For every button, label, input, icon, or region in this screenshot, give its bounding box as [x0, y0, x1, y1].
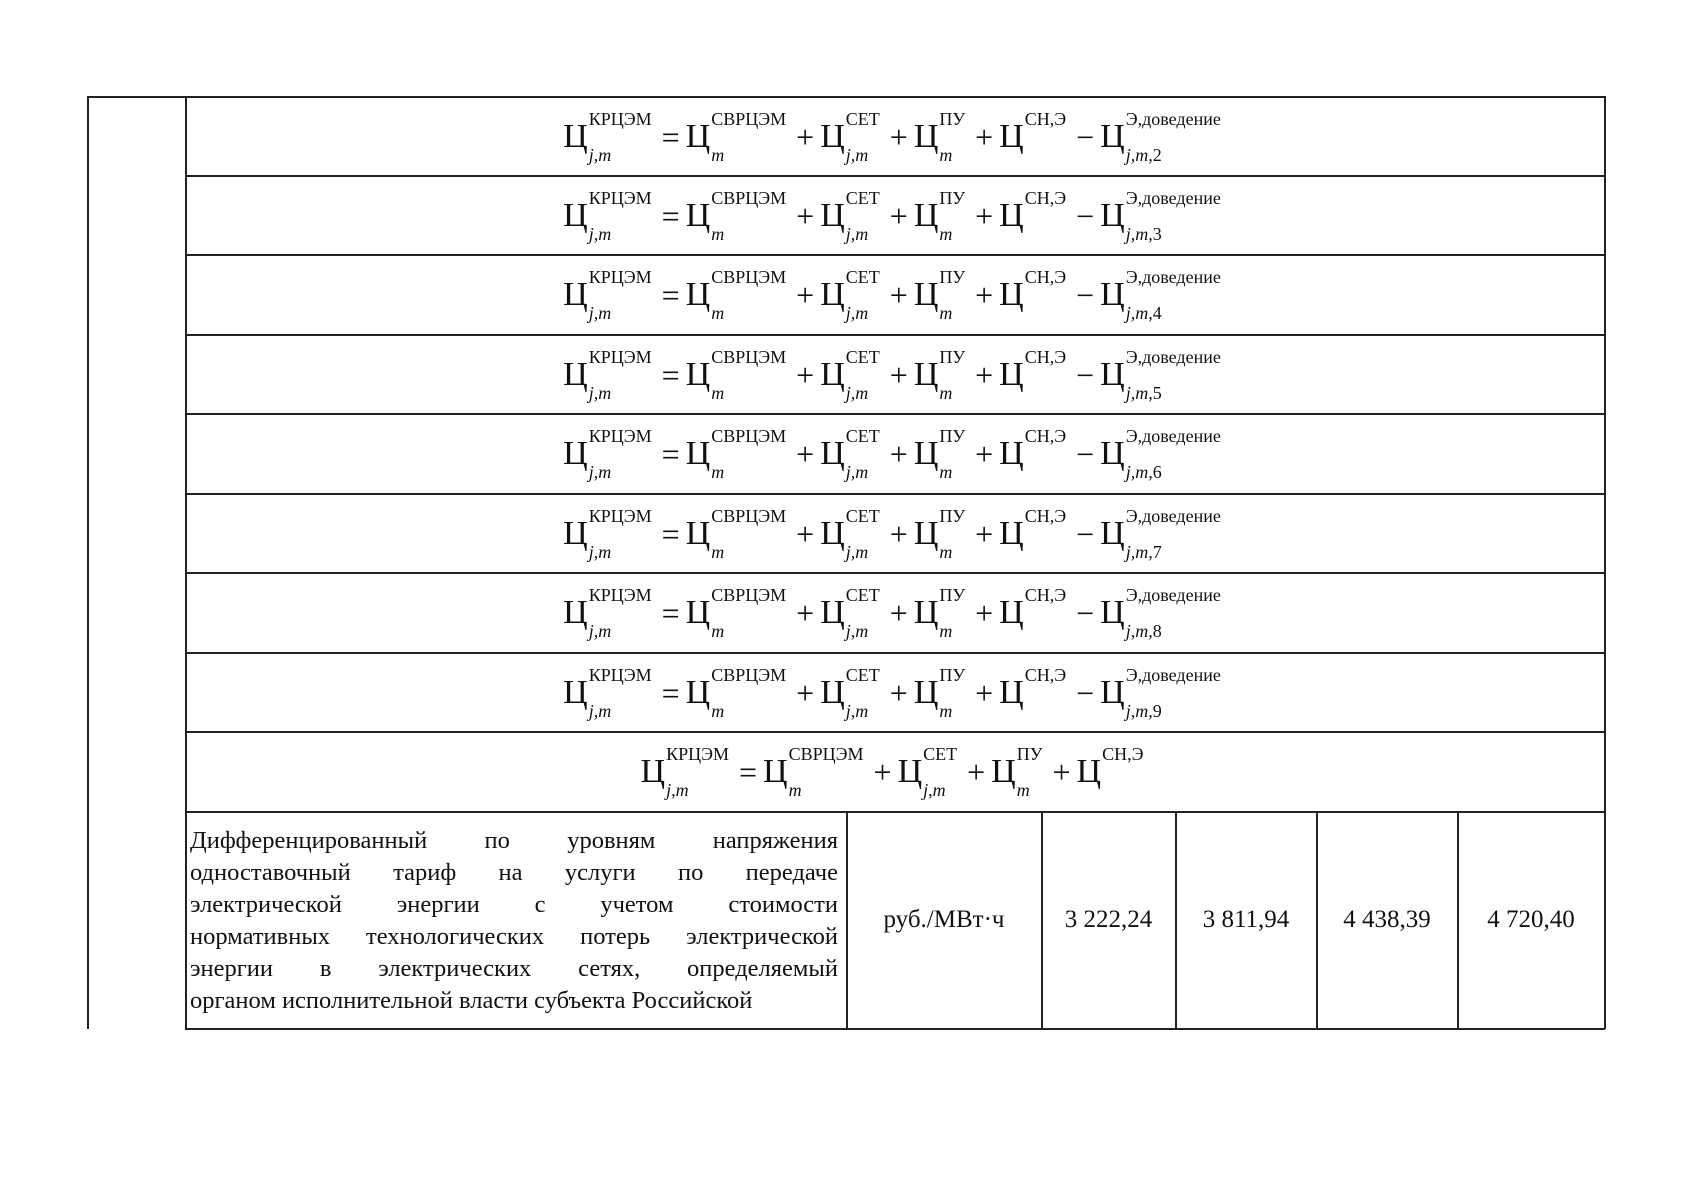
- formula-superscript: СН,Э: [1024, 425, 1067, 446]
- formula-subscript: m: [711, 541, 725, 562]
- formula-equals: =: [661, 674, 680, 711]
- formula-base-symbol: Ц: [640, 752, 666, 790]
- formula-subscript: j,m: [588, 620, 612, 641]
- formula-subscript: j,m: [845, 620, 869, 641]
- formula-superscript: КРЦЭМ: [588, 664, 652, 685]
- formula-plus: +: [889, 435, 908, 472]
- tariff-description-line: Дифференцированный по уровням напряжения: [190, 827, 838, 854]
- formula-subscript: j,m: [588, 700, 612, 721]
- formula-subscript: m: [711, 382, 725, 403]
- formula-superscript: Э,доведение: [1125, 584, 1221, 605]
- formula-term-lhs: [563, 108, 657, 165]
- formula-term-5: [1100, 346, 1227, 403]
- formula-subscript: j,m: [588, 382, 612, 403]
- formula-base-symbol: Ц: [999, 514, 1024, 552]
- formula-term-4: [999, 584, 1072, 636]
- formula-term-1: [685, 505, 792, 562]
- formula-subscript: j,m: [845, 461, 869, 482]
- formula-base-symbol: Ц: [563, 514, 588, 552]
- formula-base-symbol: Ц: [999, 355, 1024, 393]
- formula-superscript: КРЦЭМ: [588, 346, 652, 367]
- formula-subscript: j,m: [588, 461, 612, 482]
- formula-level-index: 5: [1152, 382, 1162, 403]
- formula-term-1: [685, 346, 792, 403]
- formula-superscript: ПУ: [939, 664, 966, 685]
- formula-superscript: Э,доведение: [1125, 187, 1221, 208]
- formula-superscript: СЕТ: [845, 505, 880, 526]
- formula-base-symbol: Ц: [1100, 673, 1125, 711]
- formula-subscript: j,m: [666, 779, 689, 800]
- formula-subscript: j,m: [923, 779, 946, 800]
- formula-term-lhs: [563, 425, 657, 482]
- formula-level-index: 6: [1152, 461, 1162, 482]
- formula-minus: −: [1076, 197, 1095, 234]
- formula-subscript-prefix: j,m,: [1125, 382, 1153, 403]
- formula-term-lhs: [563, 584, 657, 641]
- formula-base-symbol: Ц: [1100, 355, 1125, 393]
- formula-subscript: m: [711, 700, 725, 721]
- formula: [563, 505, 1227, 562]
- formula-superscript: ПУ: [939, 346, 966, 367]
- formula-base-symbol: Ц: [685, 514, 711, 552]
- formula-term-3: [913, 187, 971, 244]
- formula-base-symbol: Ц: [563, 593, 588, 631]
- formula: [563, 346, 1227, 403]
- formula-term-3: [913, 584, 971, 641]
- formula-term-3: [913, 425, 971, 482]
- formula-base-symbol: Ц: [1100, 275, 1125, 313]
- formula-plus: +: [975, 515, 994, 552]
- formula-equals: =: [661, 197, 680, 234]
- formula-term-1: [685, 187, 792, 244]
- formula-base-symbol: Ц: [685, 117, 711, 155]
- formula-base-symbol: Ц: [897, 752, 923, 790]
- tariff-description: [190, 825, 838, 1017]
- formula-superscript: СЕТ: [845, 266, 880, 287]
- formula-term-5: [1100, 425, 1227, 482]
- formula-equals: =: [661, 356, 680, 393]
- formula-superscript: Э,доведение: [1125, 346, 1221, 367]
- formula-subscript: m: [939, 461, 953, 482]
- formula-superscript: ПУ: [939, 108, 966, 129]
- formula-base-symbol: Ц: [685, 434, 711, 472]
- formula-subscript: [1126, 543, 1221, 561]
- formula-superscript: КРЦЭМ: [666, 743, 729, 764]
- formula-minus: −: [1076, 356, 1095, 393]
- formula-subscript: m: [711, 223, 725, 244]
- formula-term-4: [999, 108, 1072, 160]
- table-right-border: [1604, 96, 1606, 1029]
- formula-superscript: КРЦЭМ: [588, 266, 652, 287]
- formula-term-5: [1100, 505, 1227, 562]
- formula-base-symbol: Ц: [820, 275, 845, 313]
- formula-plus: +: [796, 356, 815, 393]
- formula-subscript: m: [939, 700, 953, 721]
- formula-row: [186, 573, 1604, 652]
- formula-subscript: [1126, 622, 1221, 640]
- formula-row: [186, 176, 1604, 255]
- formula-term-2: [820, 664, 886, 721]
- formula-plus: +: [889, 515, 908, 552]
- formula-row: [186, 494, 1604, 573]
- formula-base-symbol: Ц: [913, 514, 939, 552]
- formula-superscript: СВРЦЭМ: [788, 743, 864, 764]
- formula-subscript: m: [711, 620, 725, 641]
- formula-plus: +: [975, 197, 994, 234]
- formula-term-4: [999, 266, 1072, 318]
- formula-plus: +: [975, 118, 994, 155]
- formula-base-symbol: Ц: [913, 196, 939, 234]
- formula-term-1: [685, 425, 792, 482]
- formula-minus: −: [1076, 276, 1095, 313]
- formula-superscript: СВРЦЭМ: [711, 505, 787, 526]
- formula-term-4: [999, 425, 1072, 477]
- formula-plus: +: [796, 118, 815, 155]
- formula-superscript: ПУ: [939, 425, 966, 446]
- formula-term-5: [1100, 584, 1227, 641]
- formula-superscript: СВРЦЭМ: [711, 425, 787, 446]
- formula-base-symbol: Ц: [1100, 196, 1125, 234]
- formula-plus: +: [975, 674, 994, 711]
- formula-subscript: m: [939, 541, 953, 562]
- formula-base-symbol: Ц: [1076, 752, 1102, 790]
- formula-base-symbol: Ц: [820, 117, 845, 155]
- formula-base-symbol: Ц: [991, 752, 1016, 790]
- formula-plus: +: [975, 594, 994, 631]
- formula-equals: =: [661, 118, 680, 155]
- formula-subscript: m: [1016, 779, 1030, 800]
- formula-equals: =: [738, 753, 758, 790]
- formula-superscript: Э,доведение: [1125, 664, 1221, 685]
- formula-term-1: [685, 664, 792, 721]
- formula-term-3: [913, 664, 971, 721]
- formula-superscript: СЕТ: [923, 743, 958, 764]
- formula-base-symbol: Ц: [913, 673, 939, 711]
- formula-subscript: j,m: [845, 144, 869, 165]
- formula-superscript: СЕТ: [845, 664, 880, 685]
- formula: [563, 108, 1227, 165]
- formula-base-symbol: Ц: [820, 673, 845, 711]
- formula: [640, 743, 1150, 800]
- formula-term-4: [999, 664, 1072, 716]
- formula-term-2: [820, 584, 886, 641]
- formula-term-1: [763, 743, 869, 800]
- formula-term-4: [999, 505, 1072, 557]
- formula-subscript: j,m: [845, 700, 869, 721]
- formula-term-2: [820, 346, 886, 403]
- formula-plus: +: [889, 197, 908, 234]
- formula-equals: =: [661, 515, 680, 552]
- formula-plus: +: [967, 753, 986, 790]
- formula-subscript: j,m: [588, 223, 612, 244]
- formula-term-5: [1100, 266, 1227, 323]
- formula-term-2: [820, 505, 886, 562]
- tariff-description-line: органом исполнительной власти субъекта Российской: [190, 987, 753, 1014]
- formula-subscript: j,m: [845, 302, 869, 323]
- formula-superscript: СН,Э: [1102, 743, 1144, 764]
- formula-superscript: СЕТ: [845, 108, 880, 129]
- formula-base-symbol: Ц: [999, 196, 1024, 234]
- formula-base-symbol: Ц: [820, 196, 845, 234]
- formula-base-symbol: Ц: [913, 593, 939, 631]
- formula-superscript: СВРЦЭМ: [711, 346, 787, 367]
- tariff-value-4: 4 720,40: [1487, 906, 1575, 933]
- formula-base-symbol: Ц: [563, 275, 588, 313]
- formula-base-symbol: Ц: [999, 593, 1024, 631]
- formula: [563, 584, 1227, 641]
- formula-base-symbol: Ц: [685, 355, 711, 393]
- formula-equals: =: [661, 594, 680, 631]
- formula-superscript: СЕТ: [845, 187, 880, 208]
- formula-term-3: [913, 266, 971, 323]
- formula-superscript: СН,Э: [1024, 664, 1067, 685]
- formula-minus: −: [1076, 515, 1095, 552]
- tariff-description-line: одноставочный тариф на услуги по передаче: [190, 859, 838, 886]
- formula-level-index: 2: [1152, 144, 1162, 165]
- formula-plus: +: [975, 435, 994, 472]
- formula-term-1: [685, 266, 792, 323]
- formula-subscript: j,m: [845, 541, 869, 562]
- formula-superscript: СН,Э: [1024, 187, 1067, 208]
- tariff-value-1: 3 222,24: [1064, 906, 1153, 933]
- formula-base-symbol: Ц: [999, 117, 1024, 155]
- formula-base-symbol: Ц: [913, 117, 939, 155]
- formula-term-lhs: [563, 266, 657, 323]
- formula-base-symbol: Ц: [820, 355, 845, 393]
- formula-base-symbol: Ц: [1100, 593, 1125, 631]
- formula-plus: +: [975, 356, 994, 393]
- formula-superscript: КРЦЭМ: [588, 584, 652, 605]
- formula-superscript: СЕТ: [845, 584, 880, 605]
- formula-base-symbol: Ц: [999, 434, 1024, 472]
- formula-minus: −: [1076, 118, 1095, 155]
- formula-base-symbol: Ц: [820, 593, 845, 631]
- formula-superscript: ПУ: [1016, 743, 1043, 764]
- formula-term-lhs: [563, 187, 657, 244]
- formula-plus: +: [889, 594, 908, 631]
- formula-subscript-prefix: j,m,: [1125, 700, 1153, 721]
- formula-base-symbol: Ц: [820, 434, 845, 472]
- formula-base-symbol: Ц: [563, 117, 588, 155]
- formula-superscript: ПУ: [939, 584, 966, 605]
- formula-superscript: СН,Э: [1024, 266, 1067, 287]
- formula-term-4: [999, 346, 1072, 398]
- formula-subscript: [1126, 146, 1221, 164]
- tariff-value-3: 4 438,39: [1343, 906, 1431, 933]
- formula-plus: +: [796, 276, 815, 313]
- formula-subscript: m: [939, 382, 953, 403]
- formula-subscript: j,m: [588, 302, 612, 323]
- formula-subscript: m: [939, 144, 953, 165]
- formula-subscript: m: [939, 302, 953, 323]
- formula-plus: +: [873, 753, 892, 790]
- formula-term-lhs: [563, 505, 657, 562]
- formula-term-3: [913, 108, 971, 165]
- formula-plus: +: [975, 276, 994, 313]
- formula-superscript: ПУ: [939, 187, 966, 208]
- formula-superscript: СЕТ: [845, 346, 880, 367]
- formula-equals: =: [661, 435, 680, 472]
- formula-superscript: СН,Э: [1024, 505, 1067, 526]
- formula-base-symbol: Ц: [685, 196, 711, 234]
- formula-plus: +: [889, 118, 908, 155]
- formula-base-symbol: Ц: [1100, 514, 1125, 552]
- formula-subscript: [1126, 463, 1221, 481]
- formula-term-3: [913, 505, 971, 562]
- formula-superscript: СВРЦЭМ: [711, 266, 787, 287]
- formula-plus: +: [796, 594, 815, 631]
- formula-subscript-prefix: j,m,: [1125, 302, 1153, 323]
- formula-term-2: [897, 743, 964, 800]
- formula: [563, 266, 1227, 323]
- formula-subscript: m: [939, 223, 953, 244]
- formula-superscript: КРЦЭМ: [588, 187, 652, 208]
- tariff-description-line: энергии в электрических сетях, определяемый: [190, 955, 838, 982]
- formula-level-index: 8: [1152, 620, 1162, 641]
- formula-superscript: КРЦЭМ: [588, 425, 652, 446]
- formula-base-symbol: Ц: [999, 275, 1024, 313]
- formula-term-2: [820, 266, 886, 323]
- formula-base-symbol: Ц: [1100, 117, 1125, 155]
- formula-minus: −: [1076, 674, 1095, 711]
- formula-term-2: [820, 187, 886, 244]
- formula-term-2: [820, 108, 886, 165]
- formula-plus: +: [1052, 753, 1071, 790]
- formula-term-4: [999, 187, 1072, 239]
- formula-plus: +: [796, 435, 815, 472]
- formula-superscript: КРЦЭМ: [588, 108, 652, 129]
- formula-term-2: [820, 425, 886, 482]
- formula-superscript: СН,Э: [1024, 108, 1067, 129]
- formula: [563, 664, 1227, 721]
- formula-row: [186, 97, 1604, 176]
- formula-term-1: [685, 584, 792, 641]
- table-bottom-border: [185, 1028, 1605, 1030]
- formula-base-symbol: Ц: [563, 434, 588, 472]
- formula-base-symbol: Ц: [685, 673, 711, 711]
- formula-minus: −: [1076, 594, 1095, 631]
- formula-row: [186, 255, 1604, 334]
- formula-base-symbol: Ц: [820, 514, 845, 552]
- formula-base-symbol: Ц: [999, 673, 1024, 711]
- formula-base-symbol: Ц: [913, 355, 939, 393]
- formula-term-lhs: [563, 664, 657, 721]
- formula-superscript: Э,доведение: [1125, 266, 1221, 287]
- tariff-description-line: электрической энергии с учетом стоимости: [190, 891, 838, 918]
- formula-superscript: Э,доведение: [1125, 505, 1221, 526]
- formula-term-lhs: [563, 346, 657, 403]
- formula-superscript: Э,доведение: [1125, 108, 1221, 129]
- formula-term-5: [1100, 664, 1227, 721]
- formula-superscript: ПУ: [939, 266, 966, 287]
- formula-base-symbol: Ц: [913, 275, 939, 313]
- formula-subscript-prefix: j,m,: [1125, 461, 1153, 482]
- formula-base-symbol: Ц: [685, 275, 711, 313]
- formula-equals: =: [661, 276, 680, 313]
- formula-plus: +: [796, 515, 815, 552]
- formula-subscript-prefix: j,m,: [1125, 620, 1153, 641]
- formula-level-index: 4: [1152, 302, 1162, 323]
- formula-subscript-prefix: j,m,: [1125, 541, 1153, 562]
- formula-superscript: КРЦЭМ: [588, 505, 652, 526]
- formula-term-3: [913, 346, 971, 403]
- formula-superscript: ПУ: [939, 505, 966, 526]
- formula-superscript: СВРЦЭМ: [711, 664, 787, 685]
- formula: [563, 425, 1227, 482]
- formula-row: [186, 653, 1604, 732]
- formula-level-index: 9: [1152, 700, 1162, 721]
- formula-base-symbol: Ц: [763, 752, 788, 790]
- formula-row: [186, 335, 1604, 414]
- formula-subscript: [1126, 384, 1221, 402]
- formula-plus: +: [889, 276, 908, 313]
- formula-term-3: [991, 743, 1048, 800]
- tariff-value-2: 3 811,94: [1202, 906, 1290, 933]
- formula-level-index: 3: [1152, 223, 1162, 244]
- formula-term-4: [1076, 743, 1150, 795]
- formula-subscript: m: [711, 302, 725, 323]
- formula-base-symbol: Ц: [563, 196, 588, 234]
- formula-term-lhs: [640, 743, 735, 800]
- formula-superscript: СВРЦЭМ: [711, 187, 787, 208]
- tariff-description-line: нормативных технологических потерь электрической: [190, 923, 838, 950]
- formula-subscript: m: [711, 461, 725, 482]
- formula-minus: −: [1076, 435, 1095, 472]
- formula-base-symbol: Ц: [563, 355, 588, 393]
- tariff-unit: руб./МВт·ч: [883, 906, 1005, 933]
- formula-plus: +: [796, 674, 815, 711]
- formula-base-symbol: Ц: [685, 593, 711, 631]
- table-left-border: [87, 96, 89, 1029]
- formula-subscript: m: [788, 779, 802, 800]
- formula-plus: +: [889, 674, 908, 711]
- formula-plus: +: [796, 197, 815, 234]
- formula-subscript: [1126, 225, 1221, 243]
- formula-subscript-prefix: j,m,: [1125, 223, 1153, 244]
- formula-subscript: [1126, 304, 1221, 322]
- formula-subscript-prefix: j,m,: [1125, 144, 1153, 165]
- formula-term-5: [1100, 187, 1227, 244]
- formula-superscript: СЕТ: [845, 425, 880, 446]
- formula-subscript: j,m: [588, 541, 612, 562]
- formula-base-symbol: Ц: [563, 673, 588, 711]
- formula-superscript: СН,Э: [1024, 584, 1067, 605]
- formula-subscript: m: [711, 144, 725, 165]
- formula-subscript: j,m: [845, 382, 869, 403]
- formula-subscript: j,m: [845, 223, 869, 244]
- formula-subscript: m: [939, 620, 953, 641]
- formula-plus: +: [889, 356, 908, 393]
- formula-subscript: j,m: [588, 144, 612, 165]
- formula-base-symbol: Ц: [1100, 434, 1125, 472]
- formula-superscript: СВРЦЭМ: [711, 584, 787, 605]
- formula-subscript: [1126, 702, 1221, 720]
- formula-superscript: СН,Э: [1024, 346, 1067, 367]
- formula: [563, 187, 1227, 244]
- formula-row: [186, 414, 1604, 493]
- formula-term-5: [1100, 108, 1227, 165]
- formula-superscript: СВРЦЭМ: [711, 108, 787, 129]
- formula-row-base: [186, 732, 1604, 811]
- formula-superscript: Э,доведение: [1125, 425, 1221, 446]
- formula-level-index: 7: [1152, 541, 1162, 562]
- formula-term-1: [685, 108, 792, 165]
- formula-base-symbol: Ц: [913, 434, 939, 472]
